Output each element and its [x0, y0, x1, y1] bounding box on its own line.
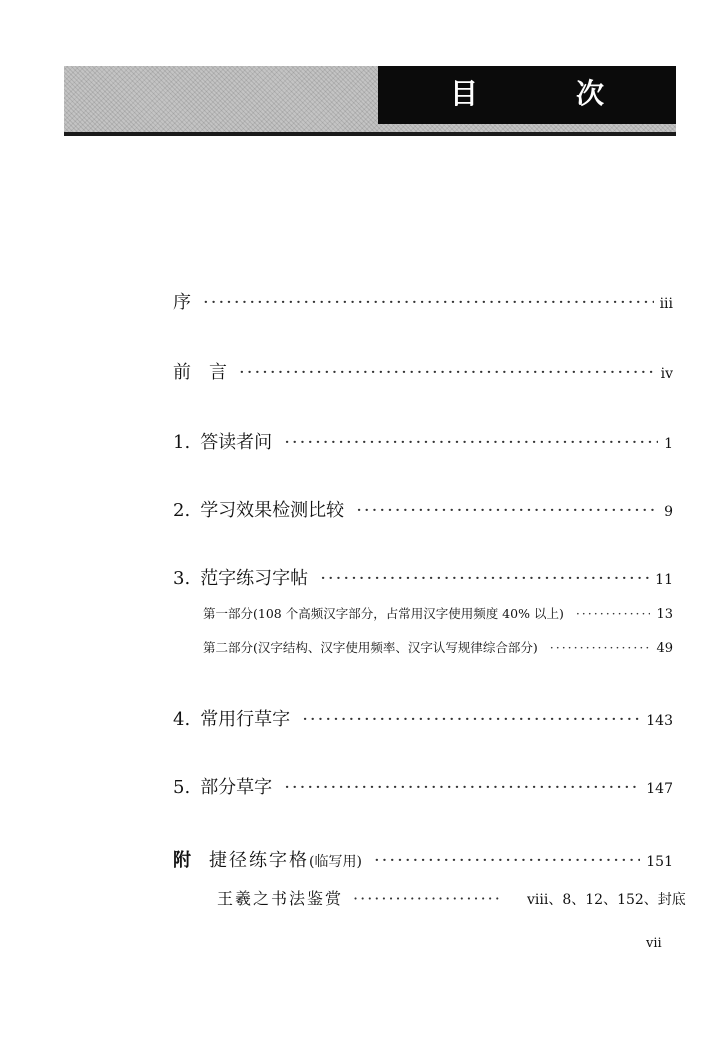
- toc-page: iv: [660, 366, 673, 382]
- toc-entry-1[interactable]: [173, 428, 673, 454]
- toc-label: 前 言: [173, 362, 227, 383]
- toc-page: 1: [664, 436, 673, 452]
- toc-page: 143: [646, 713, 673, 729]
- toc-label: 学习效果检测比较: [200, 500, 345, 521]
- toc-appendix-entry-2[interactable]: [217, 886, 686, 909]
- toc-label: 序: [173, 292, 191, 313]
- page-title: [378, 66, 676, 124]
- toc-page: 13: [656, 607, 673, 622]
- toc-number: 2.: [173, 500, 191, 521]
- leader-dots: [576, 606, 651, 621]
- toc-entry-preface[interactable]: [173, 288, 673, 314]
- toc-number: 1.: [173, 432, 191, 453]
- toc-label: 捷径练字格: [209, 850, 309, 871]
- leader-dots: [374, 850, 640, 871]
- toc-label: 第一部分(108 个高频汉字部分，占常用汉字使用频度 40% 以上): [203, 606, 564, 621]
- toc-number: 3.: [173, 568, 191, 589]
- toc-entry-4[interactable]: [173, 705, 673, 731]
- toc-page: 49: [656, 641, 673, 656]
- toc-page: 11: [655, 572, 673, 588]
- leader-dots: [320, 568, 649, 589]
- leader-dots: [284, 432, 658, 453]
- leader-dots: [239, 362, 655, 383]
- leader-dots: [353, 889, 499, 908]
- toc-label: 答读者问: [200, 432, 273, 453]
- page-number: vii: [646, 936, 662, 951]
- toc-page: 9: [664, 504, 673, 520]
- toc-label: 第二部分(汉字结构、汉字使用频率、汉字认写规律综合部分): [203, 640, 538, 655]
- title-char-1: 目: [450, 77, 479, 110]
- toc-label: 王羲之书法鉴赏: [217, 889, 344, 908]
- appendix-mark: 附: [173, 850, 191, 871]
- toc-label: 部分草字: [200, 777, 273, 798]
- toc-subentry-3-1[interactable]: [203, 604, 673, 622]
- header-rule: [64, 132, 676, 136]
- toc-page: 147: [646, 781, 673, 797]
- toc-number: 5.: [173, 777, 191, 798]
- leader-dots: [284, 777, 640, 798]
- toc-page: 151: [646, 854, 673, 870]
- toc-entry-2[interactable]: [173, 496, 673, 522]
- toc-label: 范字练习字帖: [200, 568, 309, 589]
- toc-appendix-entry-1[interactable]: [173, 846, 673, 872]
- title-char-2: 次: [576, 77, 605, 110]
- leader-dots: [203, 292, 654, 313]
- toc-entry-5[interactable]: [173, 773, 673, 799]
- leader-dots: [356, 500, 658, 521]
- toc-page: viii、8、12、152、封底: [527, 892, 686, 908]
- leader-dots: [302, 709, 640, 730]
- toc-label: 常用行草字: [200, 709, 291, 730]
- toc-entry-foreword[interactable]: [173, 358, 673, 384]
- toc-entry-3[interactable]: [173, 564, 673, 590]
- toc-page: iii: [659, 296, 673, 312]
- leader-dots: [550, 640, 651, 655]
- toc-subentry-3-2[interactable]: [203, 638, 673, 656]
- toc-label-note: (临写用): [309, 854, 362, 870]
- toc-number: 4.: [173, 709, 191, 730]
